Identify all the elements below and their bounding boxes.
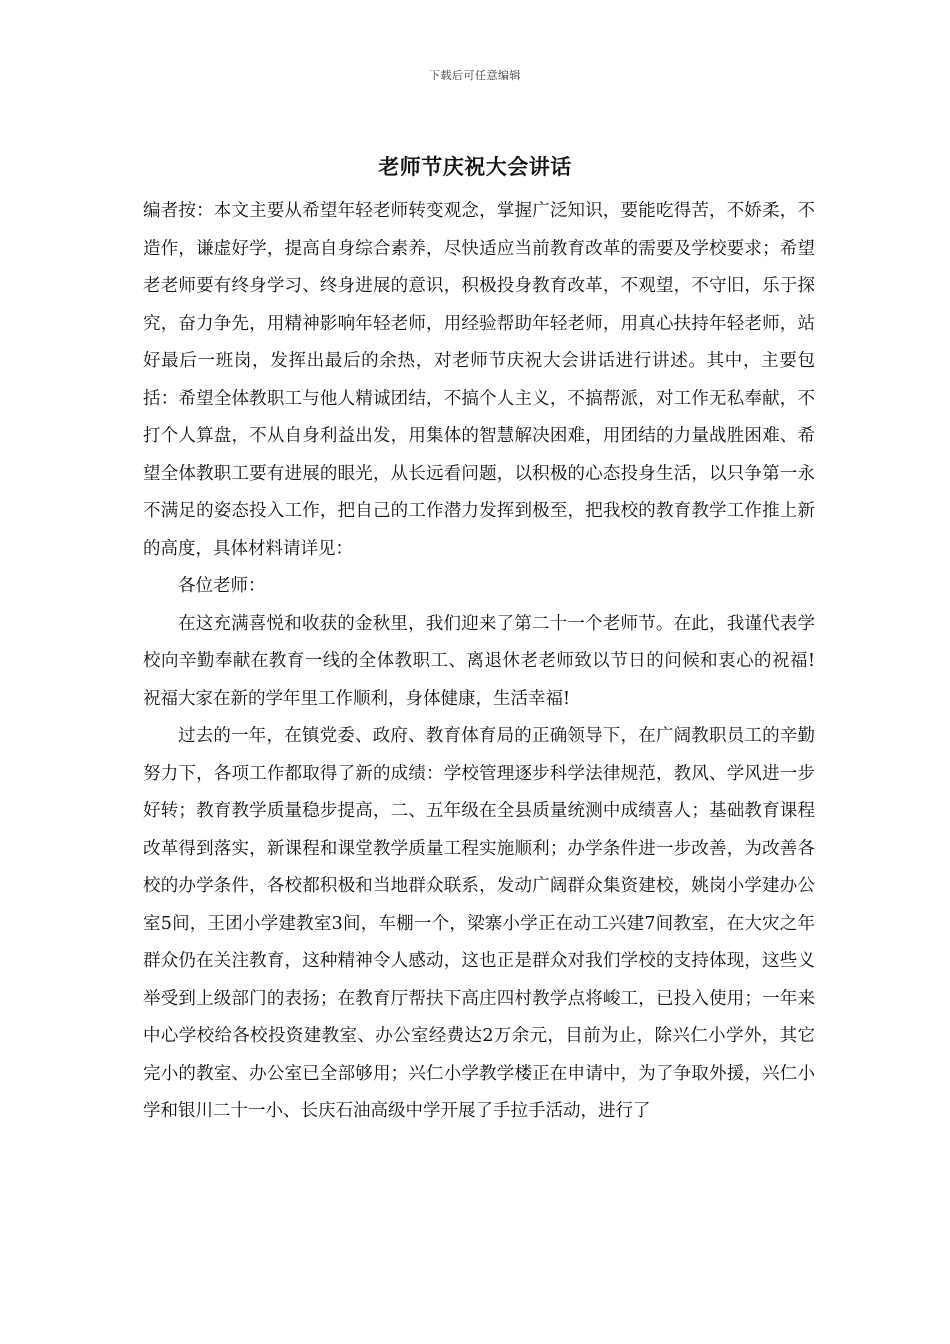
review-paragraph: 过去的一年，在镇党委、政府、教育体育局的正确领导下，在广阔教职员工的辛勤努力下，各项工作都取得了新的成绩：学校管理逐步科学法律规范，教风、学风进一步好转；教育教学质量稳步提高，二、五年级在全县质量统测中成绩喜人；基础教育课程改革得到落实，新课程和课堂教学质量工程实施顺利；办学条件进一步改善，为改善各校的办学条件，各校都积极和当地群众联系，发动广阔群众集资建校，姚岗小学建办公室5间，王团小学建教室3间，车棚一个，梁寨小学正在动工兴建7间教室，在大灾之年群众仍在关注教育，这种精神令人感动，这也正是群众对我们学校的支持体现，这些义举受到上级部门的表扬；在教育厅帮扶下高庄四村教学点将峻工，已投入使用；一年来中心学校给各校投资建教室、办公室经费达2万余元，目前为止，除兴仁小学外，其它完小的教室、办公室已全部够用；兴仁小学教学楼正在申请中，为了争取外援，兴仁小学和银川二十一小、长庆石油高级中学开展了手拉手活动，进行了 — [143, 726, 815, 1121]
editor-note-paragraph: 编者按：本文主要从希望年轻老师转变观念，掌握广泛知识，要能吃得苦，不娇柔，不造作，谦虚好学，提高自身综合素养，尽快适应当前教育改革的需要及学校要求；希望老老师要有终身学习、终身进展的意识，积极投身教育改革，不观望，不守旧，乐于探究，奋力争先，用精神影响年轻老师，用经验帮助年轻老师，用真心扶持年轻老师，站好最后一班岗，发挥出最后的余热，对老师节庆祝大会讲话进行讲述。其中，主要包括：希望全体教职工与他人精诚团结，不搞个人主义，不搞帮派，对工作无私奉献，不打个人算盘，不从自身利益出发，用集体的智慧解决困难，用团结的力量战胜困难、希望全体教职工要有进展的眼光，从长远看问题，以积极的心态投身生活，以只争第一永不满足的姿态投入工作，把自己的工作潜力发挥到极至，把我校的教育教学工作推上新的高度，具体材料请详见： — [143, 201, 815, 559]
greeting-paragraph: 在这充满喜悦和收获的金秋里，我们迎来了第二十一个老师节。在此，我谨代表学校向辛勤奉献在教育一线的全体教职工、离退休老老师致以节日的问候和衷心的祝福!祝福大家在新的学年里工作顺利，身体健康，生活幸福! — [143, 613, 815, 709]
header-note: 下载后可任意编辑 — [429, 69, 521, 82]
salutation-paragraph: 各位老师： — [178, 576, 266, 596]
document-body — [143, 193, 815, 1131]
document-title: 老师节庆祝大会讲话 — [378, 154, 572, 179]
